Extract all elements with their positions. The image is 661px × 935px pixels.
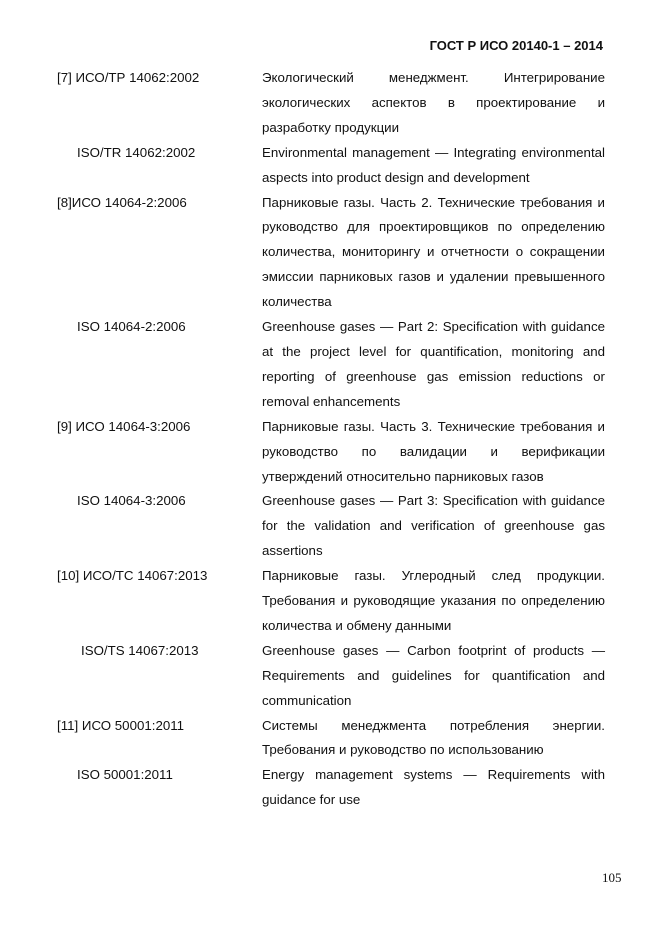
bibliography-entry — [57, 415, 605, 490]
reference-id: [10] ИСО/ТС 14067:2013 — [57, 568, 208, 584]
bibliography-entry — [57, 763, 605, 813]
reference-id: ISO/TR 14062:2002 — [77, 144, 196, 160]
bibliography-entry — [57, 66, 605, 141]
reference-title: Системы менеджмента потребления энергии. Требования и руководство по использованию — [262, 717, 605, 758]
bibliography-list — [57, 66, 605, 813]
bibliography-entry — [57, 639, 605, 714]
bibliography-entry — [57, 191, 605, 316]
reference-title: Парниковые газы. Часть 3. Технические требования и руководство по валидации и верификации утверждений относительно парниковых газов — [262, 418, 605, 484]
reference-id: ISO/TS 14067:2013 — [81, 642, 199, 658]
document-header: ГОСТ Р ИСО 20140-1 – 2014 — [429, 38, 603, 53]
bibliography-entry — [57, 489, 605, 564]
reference-title: Greenhouse gases — Part 3: Specification with guidance for the validation and verification of greenhouse gas assertions — [262, 493, 605, 559]
reference-id: ISO 14064-3:2006 — [77, 493, 186, 509]
reference-id: [7] ИСО/ТР 14062:2002 — [57, 70, 200, 85]
page-number: 105 — [602, 870, 622, 885]
reference-title: Парниковые газы. Углеродный след продукции. Требования и руководящие указания по определению количества и обмену данными — [262, 568, 605, 633]
reference-title: Парниковые газы. Часть 2. Технические требования и руководство для проектировщиков по определению количества, мониторингу и отчетности о сокращении эмиссии парниковых газов и удалении превышенного количества — [262, 194, 605, 310]
reference-title: Environmental management — Integrating environmental aspects into product design and development — [262, 144, 605, 185]
reference-id: ISO 14064-2:2006 — [77, 319, 186, 335]
reference-id: ISO 50001:2011 — [77, 767, 173, 783]
reference-id: [9] ИСО 14064-3:2006 — [57, 418, 191, 434]
reference-title: Greenhouse gases — Carbon footprint of products — Requirements and guidelines for quantification and communication — [262, 642, 605, 708]
reference-title: Greenhouse gases — Part 2: Specification with guidance at the project level for quantification, monitoring and reporting of greenhouse gas emission reductions or removal enhancements — [262, 319, 605, 409]
bibliography-entry — [57, 564, 605, 639]
reference-id: [11] ИСО 50001:2011 — [57, 717, 185, 733]
bibliography-entry — [57, 714, 605, 764]
reference-title: Energy management systems — Requirements with guidance for use — [262, 767, 605, 808]
reference-id: [8]ИСО 14064-2:2006 — [57, 194, 187, 210]
reference-title: Экологический менеджмент. Интегрирование экологических аспектов в проектирование и разработку продукции — [262, 70, 605, 135]
bibliography-entry — [57, 315, 605, 415]
bibliography-entry — [57, 141, 605, 191]
